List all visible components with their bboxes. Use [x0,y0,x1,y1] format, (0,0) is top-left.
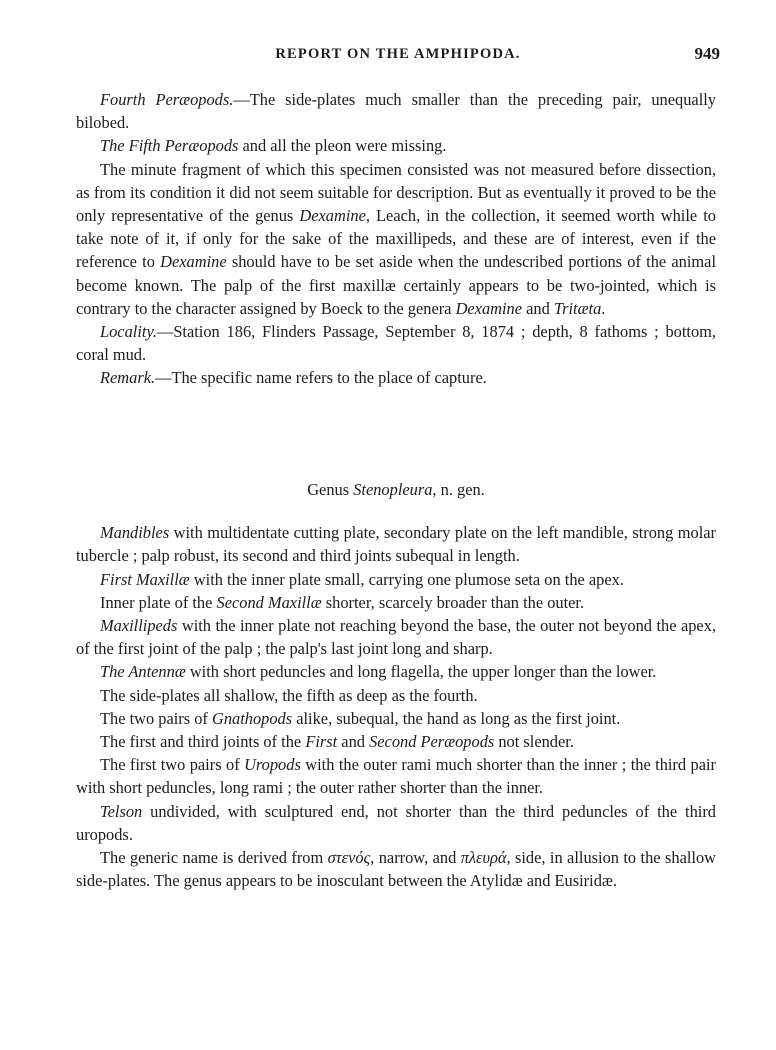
genus-heading: Genus Stenopleura, n. gen. [307,480,485,499]
paragraph-side-plates: The side-plates all shallow, the fifth as deep as the fourth. [100,685,478,705]
lead-term: The Antennæ [100,662,186,682]
lead-term: Remark. [100,368,156,388]
paragraph-remarks: The minute fragment of which this specimen consisted was not measured before dissection, as from its condition it did not seem suitable for description. But as eventually it proved to be the only representative of the genus Dexamine, Leach, in the collection, it seemed worth while to take note of it, if only for the sake of the maxillipeds, and these are of interest, even if the reference to Dexamine should have to be set aside when the undescribed portions of the animal become known. The palp of the first maxillæ certainly appears to be two-jointed, which is contrary to the character assigned by Boeck to the genera Dexamine and Tritæta. [76,159,717,318]
paragraph-maxillipeds: Maxillipeds with the inner plate not reaching beyond the base, the outer not beyond the apex, of the first joint of the palp ; the palp's last joint long and sharp. [76,616,716,659]
running-header [76,46,720,70]
paragraph-peraeopods: The first and third joints of the First and Second Peræopods not slender. [100,732,574,752]
paragraph-uropods: The first two pairs of Uropods with the outer rami much shorter than the inner ; the third pair with short peduncles, long rami ; the outer rather shorter than the inner. [76,755,716,798]
paragraph-etymology: The generic name is derived from στενός, narrow, and πλευρά, side, in allusion to the shallow side-plates. The genus appears to be inosculant between the Atylidæ and Eusiridæ. [76,848,716,891]
paragraph-gnathopods: The two pairs of Gnathopods alike, subequal, the hand as long as the first joint. [100,708,621,728]
species-description-section [76,88,716,390]
lead-term: The Fifth Peræopods [100,136,239,156]
paragraph-telson: Telson undivided, with sculptured end, not shorter than the third peduncles of the third uropods. [76,801,716,844]
paragraph-first-maxillae: First Maxillæ with the inner plate small, carrying one plumose seta on the apex. [100,569,624,589]
paragraph-fifth-peraeopods: The Fifth Peræopods and all the pleon were missing. [100,136,447,156]
paragraph-fourth-peraeopods: Fourth Peræopods.—The side-plates much smaller than the preceding pair, unequally bilobed. [76,90,717,133]
paragraph-mandibles: Mandibles with multidentate cutting plate, secondary plate on the left mandible, strong molar tubercle ; palp robust, its second and third joints subequal in length. [76,523,716,566]
paragraph-remark: Remark.—The specific name refers to the place of capture. [100,368,487,388]
lead-term: Mandibles [100,523,170,543]
lead-term: Fourth Peræopods. [100,90,234,109]
paragraph-antennae: The Antennæ with short peduncles and long flagella, the upper longer than the lower. [100,662,657,682]
paragraph-locality: Locality.—Station 186, Flinders Passage, September 8, 1874 ; depth, 8 fathoms ; bottom, coral mud. [76,322,716,365]
page-number: 949 [694,44,720,63]
lead-term: Locality. [100,322,157,342]
running-title: REPORT ON THE AMPHIPODA. [275,46,521,62]
lead-term: Maxillipeds [100,616,178,636]
lead-term: First Maxillæ [100,569,190,589]
genus-description-section [76,478,716,892]
lead-term: Telson [100,801,143,821]
paragraph-second-maxillae: Inner plate of the Second Maxillæ shorter, scarcely broader than the outer. [100,592,585,612]
